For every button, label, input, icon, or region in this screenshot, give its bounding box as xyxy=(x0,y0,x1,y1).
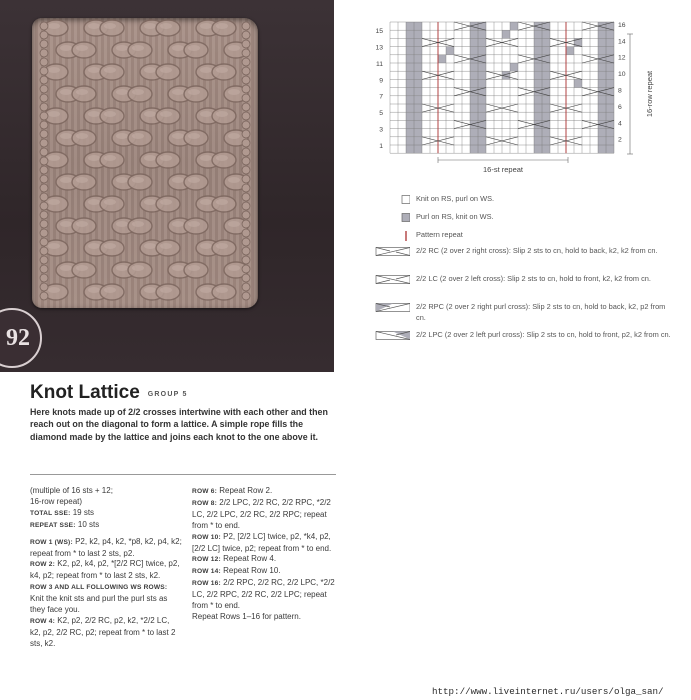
left-cross-icon xyxy=(370,275,410,285)
row-number-right: 12 xyxy=(618,54,626,62)
row-number-right: 6 xyxy=(618,103,622,111)
right-cross-icon xyxy=(370,247,410,257)
instructions-column-1 xyxy=(30,486,182,650)
stitch-repeat-label: 16-st repeat xyxy=(482,165,524,174)
row-6: ROW 6: Repeat Row 2. xyxy=(192,486,273,495)
row-number-left: 7 xyxy=(379,93,383,101)
group-label: GROUP 5 xyxy=(147,391,188,398)
source-url: http://www.liveinternet.ru/users/olga_san/ xyxy=(432,686,664,697)
pattern-title: Knot Lattice GROUP 5 xyxy=(30,382,188,403)
row-14: ROW 14: Repeat Row 10. xyxy=(192,566,281,576)
total-sse: TOTAL SSE: 19 sts xyxy=(30,507,95,517)
multiple-line-1: (multiple of 16 sts + 12; xyxy=(30,486,113,495)
row-number-right: 4 xyxy=(618,120,622,128)
chart-grid xyxy=(370,14,670,184)
row-1: ROW 1 (WS): P2, k2, p4, k2, *p8, k2, p4, k2; repeat from * to last 2 sts, p2. xyxy=(30,536,182,558)
row-number-right: 2 xyxy=(618,136,622,144)
knit-symbol-icon xyxy=(370,195,410,205)
row-3: ROW 3 AND ALL FOLLOWING WS ROWS: Knit the knit sts and purl the purl sts as they face you. xyxy=(30,584,168,615)
row-12: ROW 12: Repeat Row 4. xyxy=(192,554,277,564)
pattern-number-badge: 92 xyxy=(0,308,42,368)
pattern-intro: Here knots made up of 2/2 crosses intertwine with each other and then reach out on the diagonal to form a lattice. A simple rope fills the diamond made by the lattice and joins each knot to the one above it. xyxy=(30,407,328,442)
row-repeat-label: 16-row repeat xyxy=(645,70,654,118)
row-2: ROW 2: K2, p2, k4, p2, *[2/2 RC] twice, p2, k4, p2; repeat from * to last 2 sts, k2. xyxy=(30,559,180,581)
knitted-swatch-image xyxy=(32,18,258,308)
row-16: ROW 16: 2/2 RPC, 2/2 RC, 2/2 LPC, *2/2 LC, 2/2 RPC, 2/2 RC, 2/2 LPC; repeat from * to end. xyxy=(192,578,335,611)
purl-symbol-icon xyxy=(370,213,410,223)
knitting-chart xyxy=(370,14,670,184)
divider xyxy=(30,474,336,475)
row-8: ROW 8: 2/2 LPC, 2/2 RC, 2/2 RPC, *2/2 LC, 2/2 LPC, 2/2 RC, 2/2 RPC; repeat from * to end. xyxy=(192,497,331,530)
left-purl-cross-icon xyxy=(370,331,410,341)
repeat-sse: REPEAT SSE: 10 sts xyxy=(30,519,100,529)
multiple-line-2: 16-row repeat) xyxy=(30,496,83,506)
row-number-left: 13 xyxy=(375,44,383,52)
cable-texture xyxy=(32,18,258,308)
row-number-left: 11 xyxy=(375,60,383,68)
row-number-left: 9 xyxy=(379,77,383,85)
row-number-left: 15 xyxy=(375,28,383,36)
right-purl-cross-icon xyxy=(370,303,410,313)
row-number-right: 14 xyxy=(618,38,626,46)
row-number-right: 16 xyxy=(618,21,626,29)
row-number-left: 1 xyxy=(379,142,383,150)
instructions-column-2 xyxy=(192,486,336,623)
row-number-right: 8 xyxy=(618,87,622,95)
row-10: ROW 10: P2, [2/2 LC] twice, p2, *k4, p2, [2/2 LC] twice, p2; repeat from * to end. xyxy=(192,531,332,553)
final-repeat: Repeat Rows 1–16 for pattern. xyxy=(192,611,301,621)
row-4: ROW 4: K2, p2, 2/2 RC, p2, k2, *2/2 LC, k2, p2, 2/2 RC, p2; repeat from * to last 2 sts, k2. xyxy=(30,615,176,648)
row-number-right: 10 xyxy=(618,71,626,79)
row-number-left: 3 xyxy=(379,126,383,134)
row-number-left: 5 xyxy=(379,110,383,118)
swatch-photo xyxy=(0,0,334,372)
repeat-line-icon xyxy=(370,231,410,241)
